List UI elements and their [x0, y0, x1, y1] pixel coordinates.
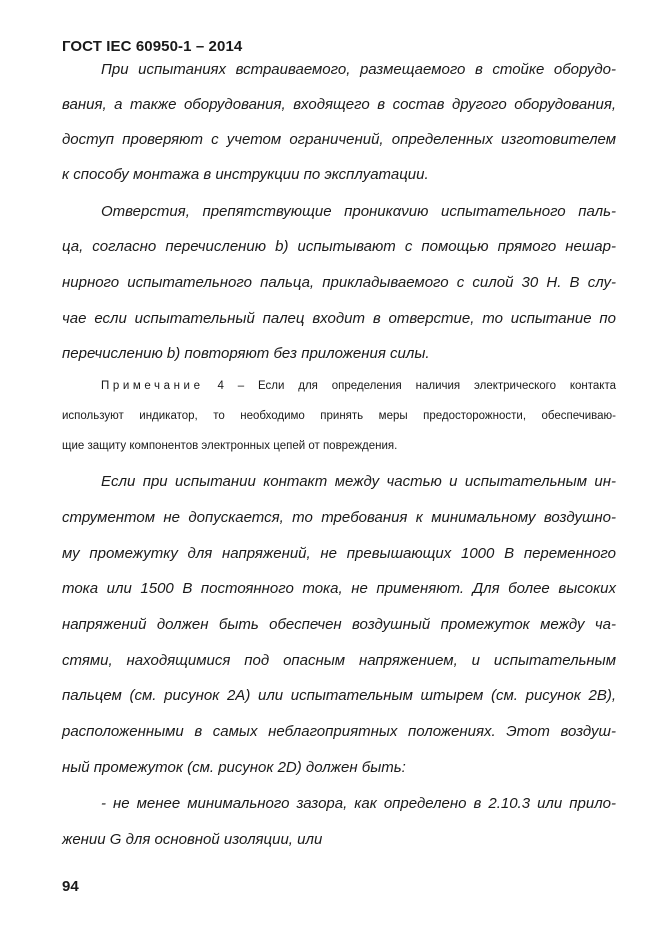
- note-line: щие защиту компонентов электронных цепей от повреждения.: [62, 440, 398, 452]
- paragraph-line: пальцем (см. рисунок 2А) или испытательным штырем (см. рисунок 2В),: [62, 687, 616, 704]
- document-header: ГОСТ IEC 60950-1 – 2014: [62, 38, 243, 55]
- paragraph-line: му промежутку для напряжений, не превышающих 1000 В переменного: [62, 545, 616, 562]
- paragraph-line: чае если испытательный палец входит в отверстие, то испытание по: [62, 310, 616, 327]
- paragraph-line: расположенными в самых неблагоприятных положениях. Этот воздуш-: [62, 723, 616, 740]
- paragraph-line: Если при испытании контакт между частью и испытательным ин-: [101, 473, 616, 490]
- paragraph-line: нирного испытательного пальца, прикладываемого с силой 30 Н. В слу-: [62, 274, 616, 291]
- paragraph-line: вания, а также оборудования, входящего в состав другого оборудования,: [62, 96, 616, 113]
- paragraph-line: При испытаниях встраиваемого, размещаемого в стойке оборудо-: [101, 61, 616, 78]
- paragraph-line: жении G для основной изоляции, или: [62, 831, 323, 848]
- page-number: 94: [62, 878, 79, 895]
- paragraph-line: доступ проверяют с учетом ограничений, определенных изготовителем: [62, 131, 616, 148]
- note-line: [101, 380, 616, 392]
- paragraph-line: - не менее минимального зазора, как определено в 2.10.3 или прило-: [101, 795, 616, 812]
- paragraph-line: ный промежуток (см. рисунок 2D) должен быть:: [62, 759, 406, 776]
- paragraph-line: тока или 1500 В постоянного тока, не применяют. Для более высоких: [62, 580, 616, 597]
- note-line: используют индикатор, то необходимо принять меры предосторожности, обеспечиваю-: [62, 410, 616, 422]
- paragraph-line: напряжений должен быть обеспечен воздушный промежуток между ча-: [62, 616, 616, 633]
- paragraph-line: струментом не допускается, то требования к минимальному воздушно-: [62, 509, 616, 526]
- paragraph-line: к способу монтажа в инструкции по эксплуатации.: [62, 166, 429, 183]
- paragraph-line: перечислению b) повторяют без приложения силы.: [62, 345, 430, 362]
- paragraph-line: Отверстия, препятствующие проникανию испытательного паль-: [101, 203, 616, 220]
- paragraph-line: ца, согласно перечислению b) испытывают с помощью прямого нешар-: [62, 238, 616, 255]
- note-label: Примечание: [101, 380, 204, 392]
- note-text: 4 – Если для определения наличия электрического контакта: [217, 380, 616, 392]
- paragraph-line: стями, находящимися под опасным напряжением, и испытательным: [62, 652, 616, 669]
